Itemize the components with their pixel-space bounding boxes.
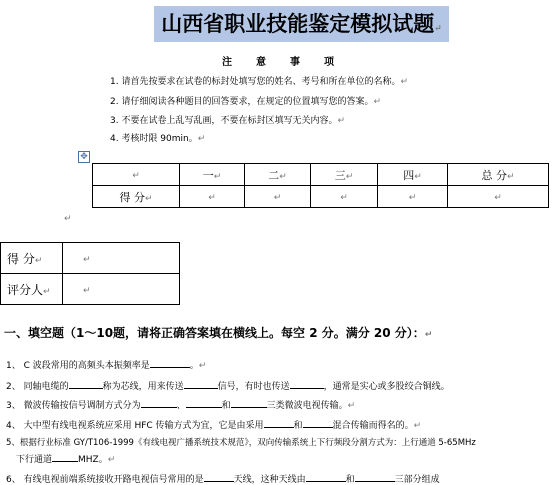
table-row (93, 186, 549, 208)
answer-blank[interactable] (184, 379, 218, 389)
section-heading (4, 324, 432, 341)
answer-blank[interactable] (69, 379, 103, 389)
paragraph-mark: ↵ (198, 361, 207, 371)
table-row (1, 274, 180, 305)
cell-mark: ↵ (494, 193, 502, 203)
cell-mark: ↵ (408, 193, 417, 203)
cell-mark: ↵ (132, 171, 140, 181)
header-text: 一 (202, 168, 214, 182)
table-row (1, 243, 180, 274)
header-text: 四 (403, 168, 415, 182)
cell-mark: ↵ (43, 286, 51, 297)
paragraph-mark: ↵ (64, 214, 72, 224)
notice-item (110, 94, 381, 107)
question-text: 信号，有时也传送 (217, 382, 290, 392)
question-text: 称为芯线，用来传送 (102, 382, 184, 392)
answer-blank[interactable] (355, 472, 395, 482)
cell-mark: ↵ (279, 171, 287, 182)
question-text: ，通常是实心或多股绞合铜线。 (323, 382, 450, 392)
page-title (154, 6, 449, 42)
answer-blank[interactable] (186, 398, 222, 408)
cell-mark: ↵ (345, 171, 354, 182)
table-row (93, 164, 549, 186)
table-cell[interactable] (93, 186, 180, 208)
notice-item (110, 131, 205, 144)
cell-mark: ↵ (34, 255, 43, 266)
table-cell[interactable] (311, 186, 378, 208)
question-text: 3、 微波传输按信号调制方式分为 (6, 401, 141, 411)
question (6, 379, 450, 392)
paragraph-mark: ↵ (107, 455, 116, 465)
section-title: 一、填空题（1～10题，请将正确答案填在横线上。每空 2 分。满分 20 分）： (4, 326, 425, 340)
row-label: 得 分 (7, 251, 35, 266)
notice-heading-char: 注 (222, 57, 238, 68)
table-cell[interactable] (378, 164, 448, 186)
notice-text: 2. 请仔细阅读各种题目的回答要求，在规定的位置填写您的答案。 (110, 97, 374, 107)
notice-heading-char: 意 (256, 57, 272, 68)
question-text: 天线，这种天线由 (233, 475, 306, 485)
table-cell[interactable] (378, 186, 448, 208)
table-cell[interactable] (63, 274, 180, 305)
answer-blank[interactable] (141, 398, 177, 408)
question (6, 436, 476, 448)
notice-item (110, 113, 345, 126)
paragraph-mark: ↵ (413, 421, 422, 431)
answer-blank[interactable] (264, 418, 294, 428)
table-cell[interactable] (245, 164, 311, 186)
answer-blank[interactable] (303, 418, 333, 428)
table-cell[interactable] (93, 164, 180, 186)
cell-mark: ↵ (208, 193, 216, 203)
paragraph-mark: ↵ (434, 24, 442, 34)
question-text: 下行通道 (16, 455, 53, 465)
notice-heading-char: 事 (290, 57, 306, 68)
question-text: 。 (189, 361, 199, 371)
notice-item (110, 74, 408, 87)
question (6, 358, 206, 371)
cell-mark: ↵ (83, 255, 91, 265)
table-cell[interactable] (311, 164, 378, 186)
table-move-handle-icon[interactable]: ✥ (78, 151, 90, 163)
question-text: 6、 有线电视前端系统接收开路电视信号常用的是 (6, 475, 204, 485)
header-text: 总 分 (481, 168, 507, 182)
question (6, 472, 440, 485)
notice-text: 1. 请首先按要求在试卷的标封处填写您的姓名、考号和所在单位的名称。 (110, 77, 401, 87)
table-cell[interactable] (180, 164, 245, 186)
answer-blank[interactable] (204, 472, 234, 482)
grader-table (0, 242, 180, 305)
question (16, 452, 115, 465)
notice-text: 3. 不要在试卷上乱写乱画，不要在标封区填写无关内容。 (110, 116, 338, 126)
cell-mark: ↵ (144, 193, 153, 204)
table-cell[interactable] (63, 243, 180, 274)
paragraph-mark: ↵ (197, 134, 206, 144)
paragraph-mark: ↵ (400, 77, 408, 87)
paragraph-mark: ↵ (424, 330, 433, 340)
cell-mark: ↵ (273, 193, 282, 203)
paragraph-mark: ↵ (337, 116, 345, 126)
answer-blank[interactable] (150, 358, 190, 368)
question-text: 三部分组成 (394, 475, 440, 485)
notice-heading-char: 项 (324, 57, 340, 68)
cell-mark: ↵ (340, 193, 348, 203)
table-cell[interactable] (448, 186, 549, 208)
table-cell[interactable] (245, 186, 311, 208)
question-text: 混合传输而得名的。 (332, 421, 414, 431)
table-cell[interactable] (448, 164, 549, 186)
question-text: 1、 C 波段常用的高频头本振频率是 (6, 361, 150, 371)
row-label: 评分人 (7, 282, 44, 297)
row-label: 得 分 (119, 190, 145, 204)
cell-mark: ↵ (506, 171, 515, 182)
paragraph-mark: ↵ (347, 401, 356, 411)
question-text: 和 (345, 475, 355, 485)
table-cell[interactable] (1, 243, 63, 274)
score-table (92, 163, 549, 208)
question (6, 398, 355, 411)
question-text: 、 (176, 401, 186, 411)
question-text: 三类微波电视传输。 (266, 401, 348, 411)
answer-blank[interactable] (52, 452, 78, 462)
table-cell[interactable] (180, 186, 245, 208)
question-text: 5、根据行业标准 GY/T106-1999《有线电视广播系统技术规范》，双向传输系统上下行频段分割方式为：上行通道 5-65MHz (6, 438, 476, 448)
header-text: 三 (334, 168, 346, 182)
question-text: 和 (293, 421, 303, 431)
answer-blank[interactable] (231, 398, 267, 408)
question-text: 和 (221, 401, 231, 411)
answer-blank[interactable] (290, 379, 324, 389)
answer-blank[interactable] (306, 472, 346, 482)
paragraph-mark: ↵ (373, 97, 381, 107)
cell-mark: ↵ (213, 171, 222, 182)
title-text: 山西省职业技能鉴定模拟试题 (161, 11, 435, 36)
notice-heading (222, 53, 358, 68)
question (6, 418, 421, 431)
cell-mark: ↵ (83, 286, 91, 296)
header-text: 二 (268, 168, 280, 182)
notice-text: 4. 考核时限 90min。 (110, 134, 198, 144)
question-text: 2、 同轴电缆的 (6, 382, 69, 392)
question-text: 4、 大中型有线电视系统应采用 HFC 传输方式为宜，它是由采用 (6, 421, 264, 431)
table-cell[interactable] (1, 274, 63, 305)
cell-mark: ↵ (414, 171, 422, 182)
question-text: MHZ。 (78, 455, 108, 465)
